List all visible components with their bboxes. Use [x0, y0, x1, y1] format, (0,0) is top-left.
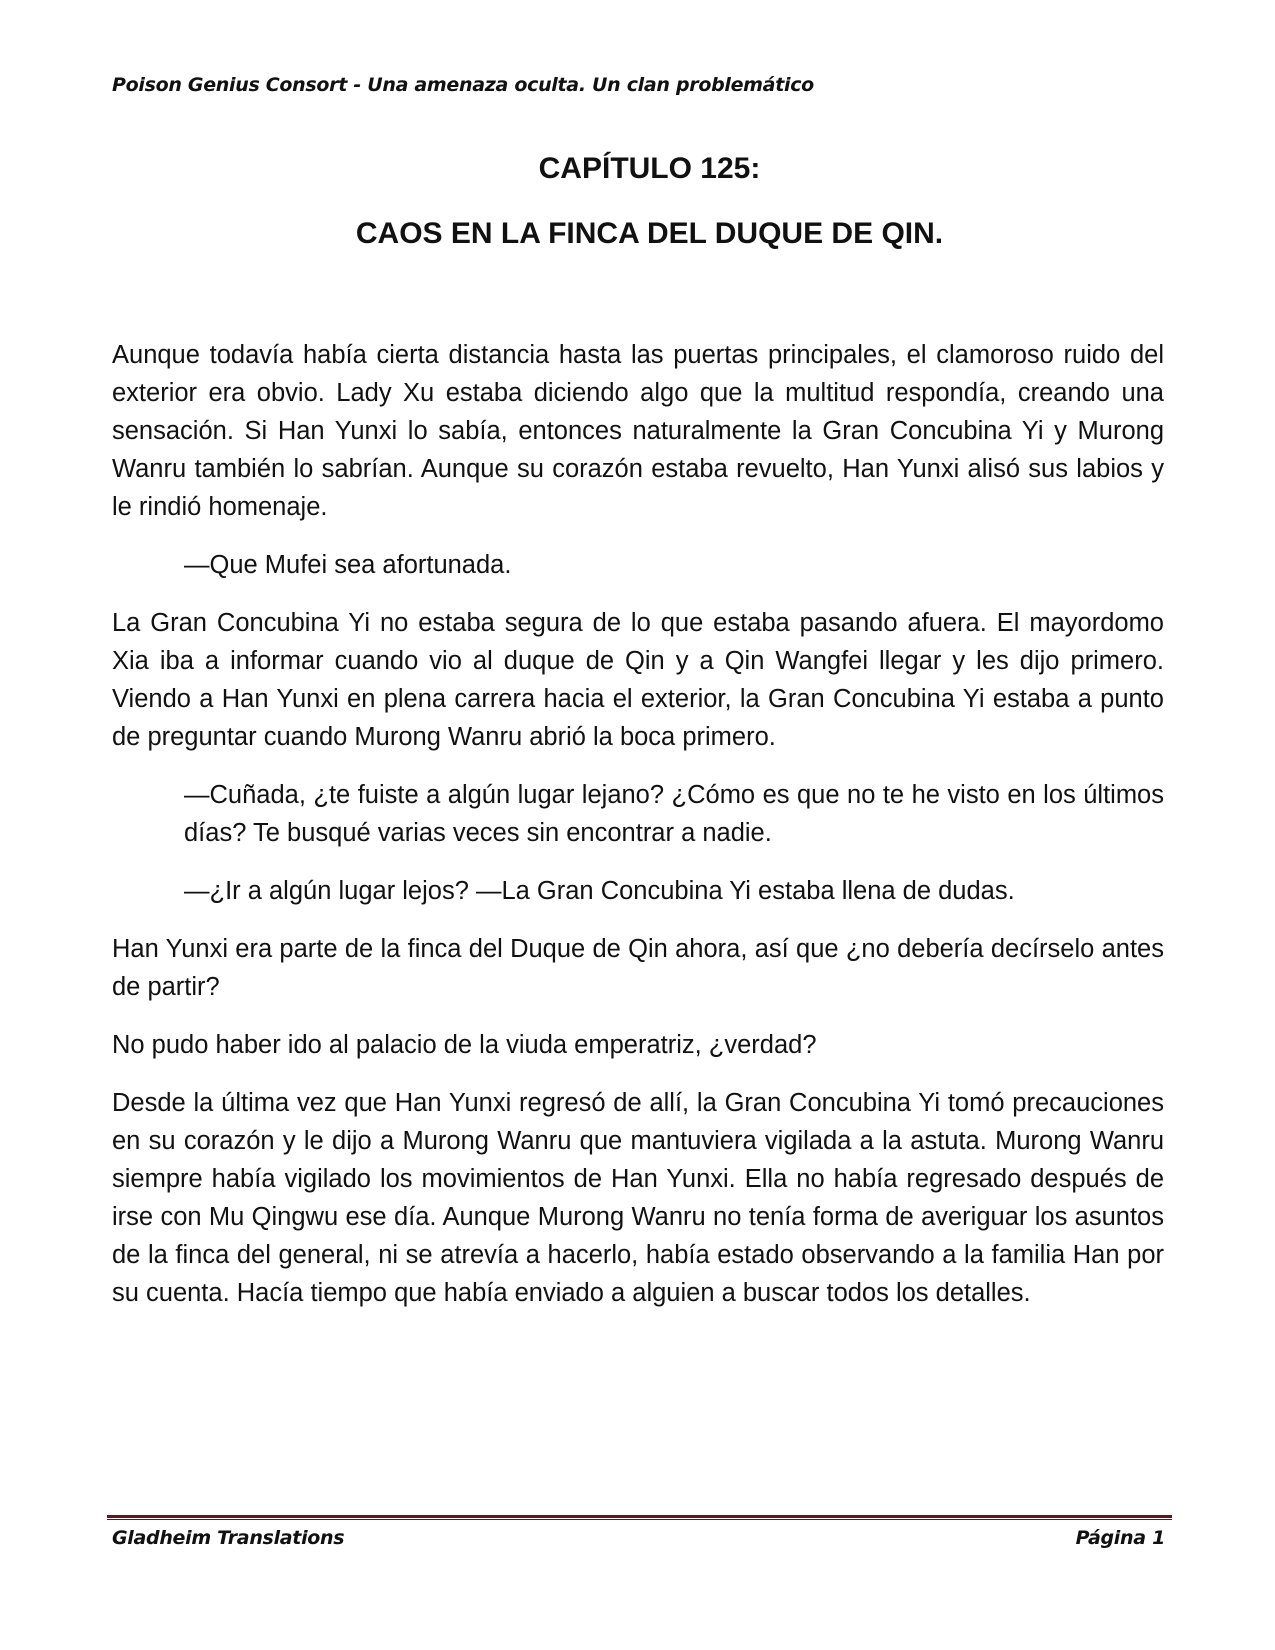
chapter-body	[112, 336, 1164, 1332]
footer-divider	[107, 1515, 1172, 1520]
paragraph: Desde la última vez que Han Yunxi regresó de allí, la Gran Concubina Yi tomó precauciones en su corazón y le dijo a Murong Wanru que mantuviera vigilada a la astuta. Murong Wanru siempre había vigilado los movimientos de Han Yunxi. Ella no había regresado después de irse con Mu Qingwu ese día. Aunque Murong Wanru no tenía forma de averiguar los asuntos de la finca del general, ni se atrevía a hacerlo, había estado observando a la familia Han por su cuenta. Hacía tiempo que había enviado a alguien a buscar todos los detalles.	[112, 1089, 1164, 1307]
footer-publisher: Gladheim Translations	[112, 1527, 345, 1549]
dialogue-paragraph: —Cuñada, ¿te fuiste a algún lugar lejano? ¿Cómo es que no te he visto en los últimos días? Te busqué varias veces sin encontrar a nadie.	[184, 781, 1164, 847]
paragraph: Han Yunxi era parte de la finca del Duque de Qin ahora, así que ¿no debería decírselo antes de partir?	[112, 935, 1164, 1001]
chapter-title: CAOS EN LA FINCA DEL DUQUE DE QIN.	[355, 217, 944, 250]
dialogue-paragraph: —Que Mufei sea afortunada.	[184, 551, 512, 579]
running-header: Poison Genius Consort - Una amenaza oculta. Un clan problemático	[112, 74, 814, 96]
page-number: Página 1	[1075, 1527, 1165, 1549]
paragraph: Aunque todavía había cierta distancia hasta las puertas principales, el clamoroso ruido del exterior era obvio. Lady Xu estaba diciendo algo que la multitud respondía, creando una sensación. Si Han Yunxi lo sabía, entonces naturalmente la Gran Concubina Yi y Murong Wanru también lo sabrían. Aunque su corazón estaba revuelto, Han Yunxi alisó sus labios y le rindió homenaje.	[112, 341, 1164, 521]
paragraph: La Gran Concubina Yi no estaba segura de lo que estaba pasando afuera. El mayordomo Xia iba a informar cuando vio al duque de Qin y a Qin Wangfei llegar y les dijo primero. Viendo a Han Yunxi en plena carrera hacia el exterior, la Gran Concubina Yi estaba a punto de preguntar cuando Murong Wanru abrió la boca primero.	[112, 609, 1164, 751]
paragraph: No pudo haber ido al palacio de la viuda emperatriz, ¿verdad?	[112, 1031, 817, 1059]
chapter-number: CAPÍTULO 125:	[538, 152, 761, 185]
dialogue-paragraph: —¿Ir a algún lugar lejos? —La Gran Concubina Yi estaba llena de dudas.	[184, 877, 1015, 905]
